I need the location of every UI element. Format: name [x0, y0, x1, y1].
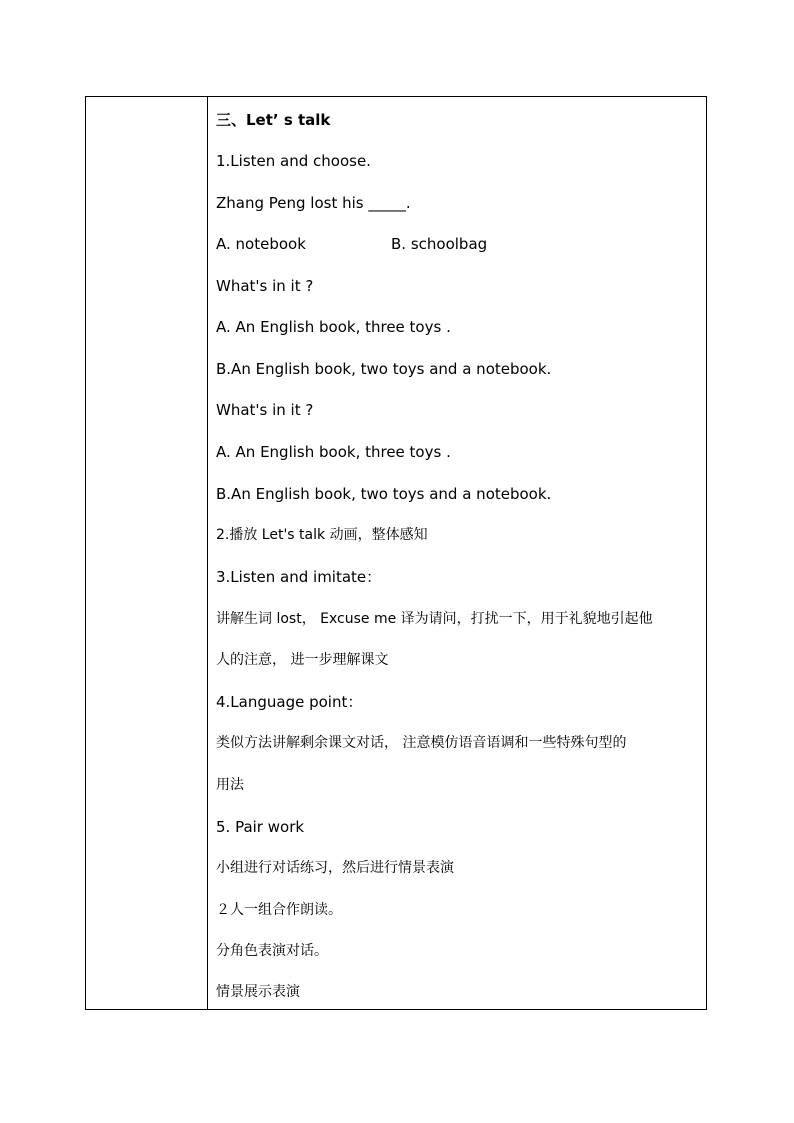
question-text: What's in it ? [216, 277, 314, 295]
option-a: A. notebook [216, 235, 306, 253]
explanation-text: 人的注意， 进一步理解课文 [216, 652, 389, 668]
option-a: A. An English book, three toys . [216, 443, 451, 461]
instruction-text: ２人一组合作朗读。 [216, 902, 342, 918]
table-left-cell [86, 97, 208, 1009]
question-text: Zhang Peng lost his _____. [216, 194, 411, 212]
option-a: A. An English book, three toys . [216, 318, 451, 336]
activity-title-language-point: 4.Language point： [216, 693, 363, 711]
section-heading: 三、Let’ s talk [216, 111, 331, 129]
explanation-text: 用法 [216, 777, 244, 793]
options-row [216, 234, 488, 254]
option-b: B.An English book, two toys and a notebook. [216, 360, 552, 378]
lesson-table [85, 96, 707, 1010]
explanation-text: 类似方法讲解剩余课文对话， 注意模仿语音语调和一些特殊句型的 [216, 735, 627, 751]
instruction-text: 小组进行对话练习，然后进行情景表演 [216, 860, 454, 876]
option-b: B. schoolbag [391, 235, 488, 253]
question-text: What's in it ? [216, 401, 314, 419]
instruction-text: 分角色表演对话。 [216, 943, 328, 959]
activity-title-listen-imitate: 3.Listen and imitate： [216, 568, 382, 586]
table-content-cell [208, 97, 706, 1009]
explanation-text: 讲解生词 lost， Excuse me 译为请问，打扰一下，用于礼貌地引起他 [216, 611, 653, 627]
activity-title-listen-choose: 1.Listen and choose. [216, 152, 371, 170]
activity-title-pair-work: 5. Pair work [216, 818, 305, 836]
instruction-text: 情景展示表演 [216, 984, 300, 1000]
activity-step-2: 2.播放 Let's talk 动画，整体感知 [216, 527, 428, 543]
option-b: B.An English book, two toys and a notebook. [216, 485, 552, 503]
